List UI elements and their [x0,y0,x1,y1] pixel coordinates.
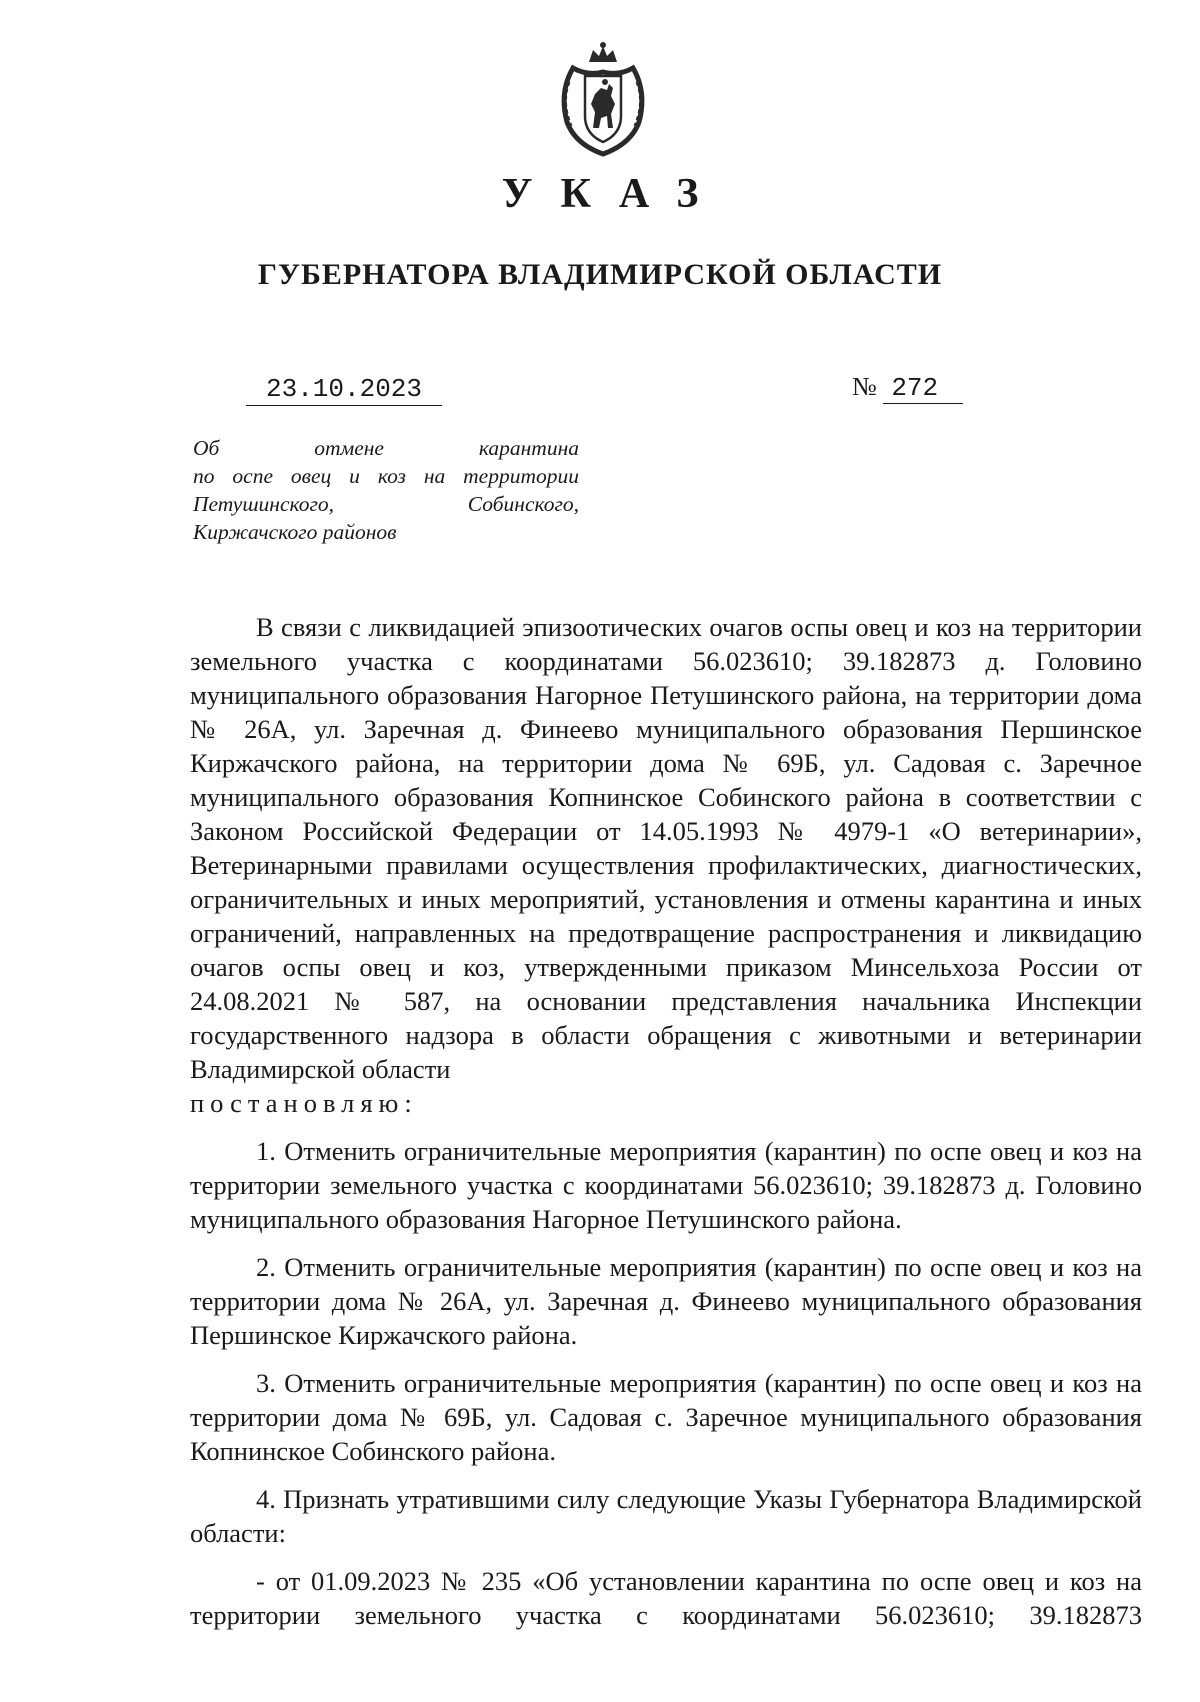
item-paragraph: 4. Признать утратившими силу следующие Указы Губернатора Владимирской области: [190,1484,1142,1548]
item-paragraph: 2. Отменить ограничительные мероприятия (карантин) по оспе овец и коз на территории дома № 26А, ул. Заречная д. Финеево муниципального образования Першинское Киржачского района. [190,1252,1142,1350]
subject-line: Об отмене карантина [193,436,579,460]
item-paragraph: 3. Отменить ограничительные мероприятия (карантин) по оспе овец и коз на территории дома № 69Б, ул. Садовая с. Заречное муниципального образования Копнинское Собинского района. [190,1368,1142,1466]
document-body [190,610,1142,1632]
document-subject [193,434,579,546]
decree-word-line [190,1086,1142,1120]
item-paragraph: - от 01.09.2023 № 235 «Об установлении карантина по оспе овец и коз на территории земельного участка с координатами 56.023610; 39.182873 [190,1566,1142,1630]
subject-line: Киржачского районов [193,520,397,544]
coat-of-arms-icon [553,42,653,158]
document-subtitle: ГУБЕРНАТОРА ВЛАДИМИРСКОЙ ОБЛАСТИ [257,258,943,291]
subject-line: по оспе овец и коз на территории [193,464,579,488]
item-paragraph: 1. Отменить ограничительные мероприятия (карантин) по оспе овец и коз на территории земельного участка с координатами 56.023610; 39.182873 д. Головино муниципального образования Нагорное Петушинского района. [190,1136,1142,1234]
document-title: УКАЗ [501,171,727,217]
subject-line: Петушинского, Собинского, [193,492,579,516]
number-label: № [852,372,877,401]
decree-word: постановляю: [190,1088,418,1118]
document-number [852,372,963,404]
number-value: 272 [883,373,963,404]
preamble-paragraph: В связи с ликвидацией эпизоотических очагов оспы овец и коз на территории земельного участка с координатами 56.023610; 39.182873 д. Головино муниципального образования Нагорное Петушинского района, на территории дома № 26А, ул. Заречная д. Финеево муниципального образования Першинское Киржачского района, на территории дома № 69Б, ул. Садовая с. Заречное муниципального образования Копнинское Собинского района в соответствии с Законом Российской Федерации от 14.05.1993 № 4979-1 «О ветеринарии», Ветеринарными правилами осуществления профилактических, диагностических, ограничительных и иных мероприятий, установления и отмены карантина и иных ограничений, направленных на предотвращение распространения и ликвидацию очагов оспы овец и коз, утвержденными приказом Минсельхоза России от 24.08.2021 № 587, на основании представления начальника Инспекции государственного надзора в области обращения с животными и ветеринарии Владимирской области [190,612,1142,1084]
document-date: 23.10.2023 [246,374,442,406]
